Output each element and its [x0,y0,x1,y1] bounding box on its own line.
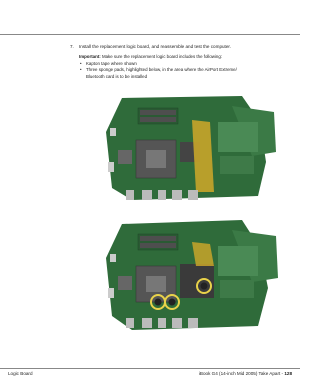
header-rule [0,34,300,35]
step-text: Install the replacement logic board, and reassemble and test the computer. [79,44,231,49]
logic-board-photo-sponge-pads [92,216,282,334]
list-item: • Three sponge pads, highlighted below, in the area where the AirPort Extreme/ [79,67,289,73]
footer-title [199,371,292,376]
important-label: Important: [79,54,101,59]
logic-board-photo-kapton [92,92,282,204]
footer-doc-title: iBook G4 (14-inch Mid 2005) Take Apart - [198,371,285,376]
logic-board-image [92,216,282,334]
important-text: Make sure the replacement logic board includes the following: [101,54,223,59]
logic-board-image [92,92,282,204]
list-item: • Kapton tape where shown [79,61,289,67]
footer-section: Logic Board [8,371,33,376]
step-number: 7. [70,44,74,49]
page-number: 128 [284,371,292,376]
footer-rule [0,368,300,369]
requirements-list [79,61,289,80]
list-item-continuation: Bluetooth card is to be installed [86,73,148,79]
important-note [79,54,289,60]
